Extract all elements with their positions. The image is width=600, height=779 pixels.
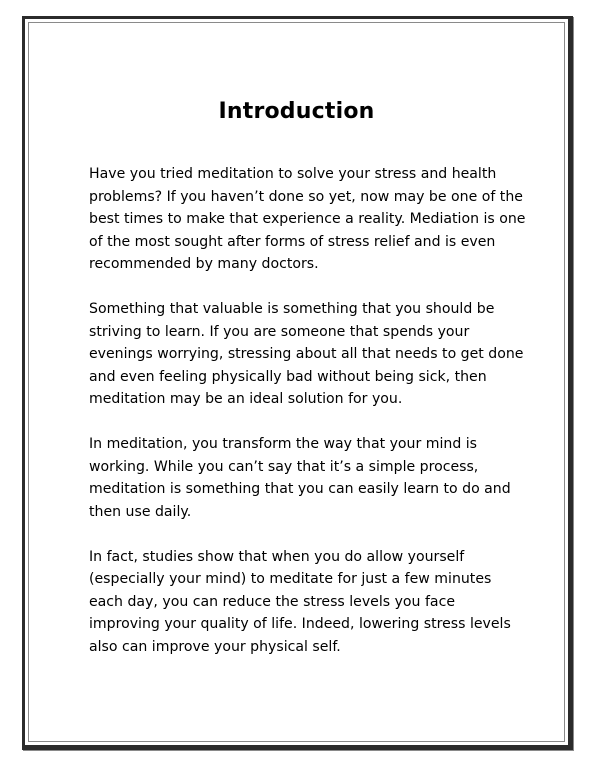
paragraph-1: Have you tried meditation to solve your stress and health problems? If you haven’t done so yet, now may be one of the best times to make that experience a reality. Mediation is one of the most sought after forms of stress relief and is even recommended by many doctors. <box>89 166 526 272</box>
paragraph-2: Something that valuable is something that you should be striving to learn. If you are someone that spends your evenings worrying, stressing about all that needs to get done and even feeling physically bad without being sick, then meditation may be an ideal solution for you. <box>89 301 524 407</box>
paragraph-3: In meditation, you transform the way that your mind is working. While you can’t say that it’s a simple process, meditation is something that you can easily learn to do and then use daily. <box>89 436 511 520</box>
paragraph-4: In fact, studies show that when you do allow yourself (especially your mind) to meditate for just a few minutes each day, you can reduce the stress levels you face improving your quality of life. Indeed, lowering stress levels also can improve your physical self. <box>89 548 511 655</box>
document-page <box>22 16 573 750</box>
page-title: Introduction <box>218 99 375 124</box>
document-body <box>89 163 529 681</box>
